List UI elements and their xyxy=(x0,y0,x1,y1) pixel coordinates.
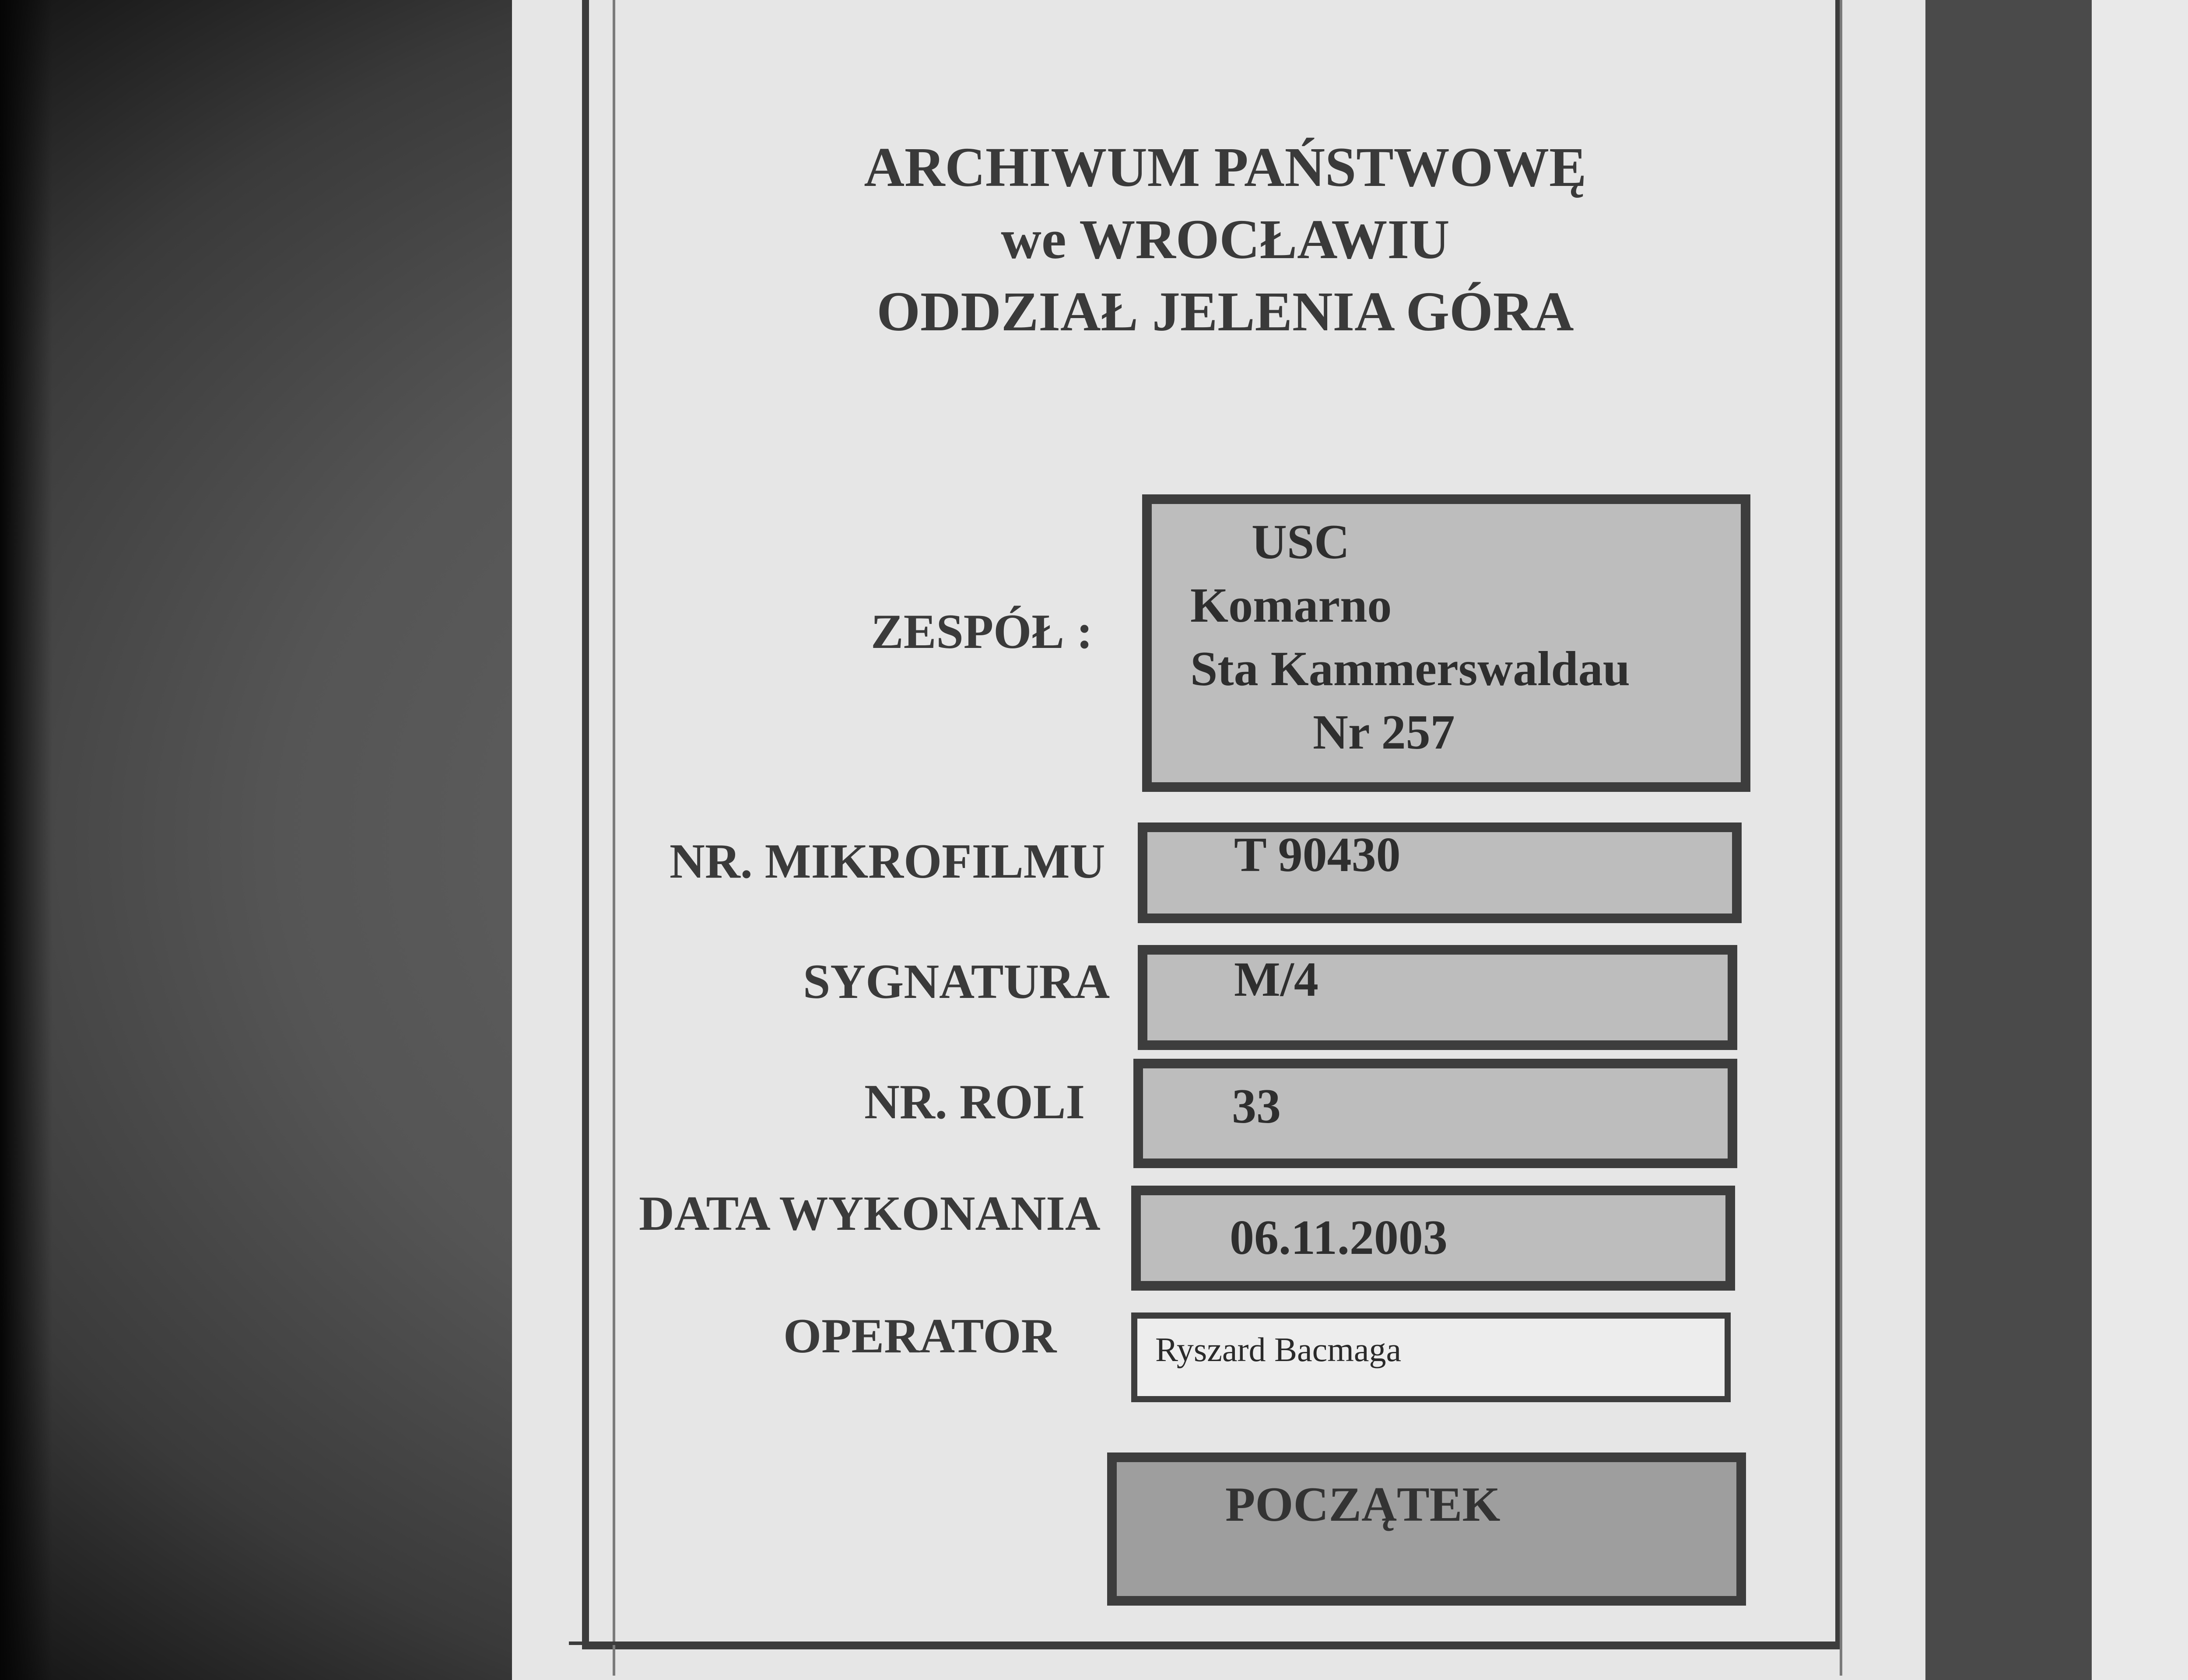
zespol-value-line: Sta Kammerswaldau xyxy=(1190,642,1630,696)
roli-label: NR. ROLI xyxy=(864,1075,1085,1129)
archive-city: we WROCŁAWIU xyxy=(1001,208,1450,270)
sygnatura-label: SYGNATURA xyxy=(803,955,1110,1009)
archive-name: ARCHIWUM PAŃSTWOWĘ xyxy=(864,136,1587,198)
sygnatura-box xyxy=(1138,945,1737,1050)
card-gap xyxy=(1925,0,2092,1680)
roli-value: 33 xyxy=(1232,1079,1281,1134)
adjacent-page xyxy=(2092,0,2188,1680)
card-frame-bottom xyxy=(569,1642,1838,1645)
zespol-value-line: USC xyxy=(1252,515,1350,569)
zespol-value-line: Komarno xyxy=(1190,578,1392,633)
archive-branch: ODDZIAŁ JELENIA GÓRA xyxy=(877,280,1574,343)
data-wykonania-label: DATA WYKONANIA xyxy=(639,1186,1101,1241)
operator-label: OPERATOR xyxy=(783,1309,1057,1363)
sygnatura-value: M/4 xyxy=(1234,952,1318,1007)
mikrofilm-box xyxy=(1138,822,1742,923)
vignette-left xyxy=(0,0,53,1680)
mikrofilm-label: NR. MIKROFILMU xyxy=(670,834,1105,889)
data-wykonania-value: 06.11.2003 xyxy=(1230,1211,1448,1265)
operator-value: Ryszard Bacmaga xyxy=(1155,1330,1402,1368)
roli-box xyxy=(1133,1059,1737,1168)
zespol-label: ZESPÓŁ : xyxy=(871,605,1093,659)
archive-header xyxy=(700,131,1750,348)
status-label: POCZĄTEK xyxy=(1225,1477,1501,1532)
mikrofilm-value: T 90430 xyxy=(1234,828,1401,882)
zespol-value-line: Nr 257 xyxy=(1313,705,1455,760)
